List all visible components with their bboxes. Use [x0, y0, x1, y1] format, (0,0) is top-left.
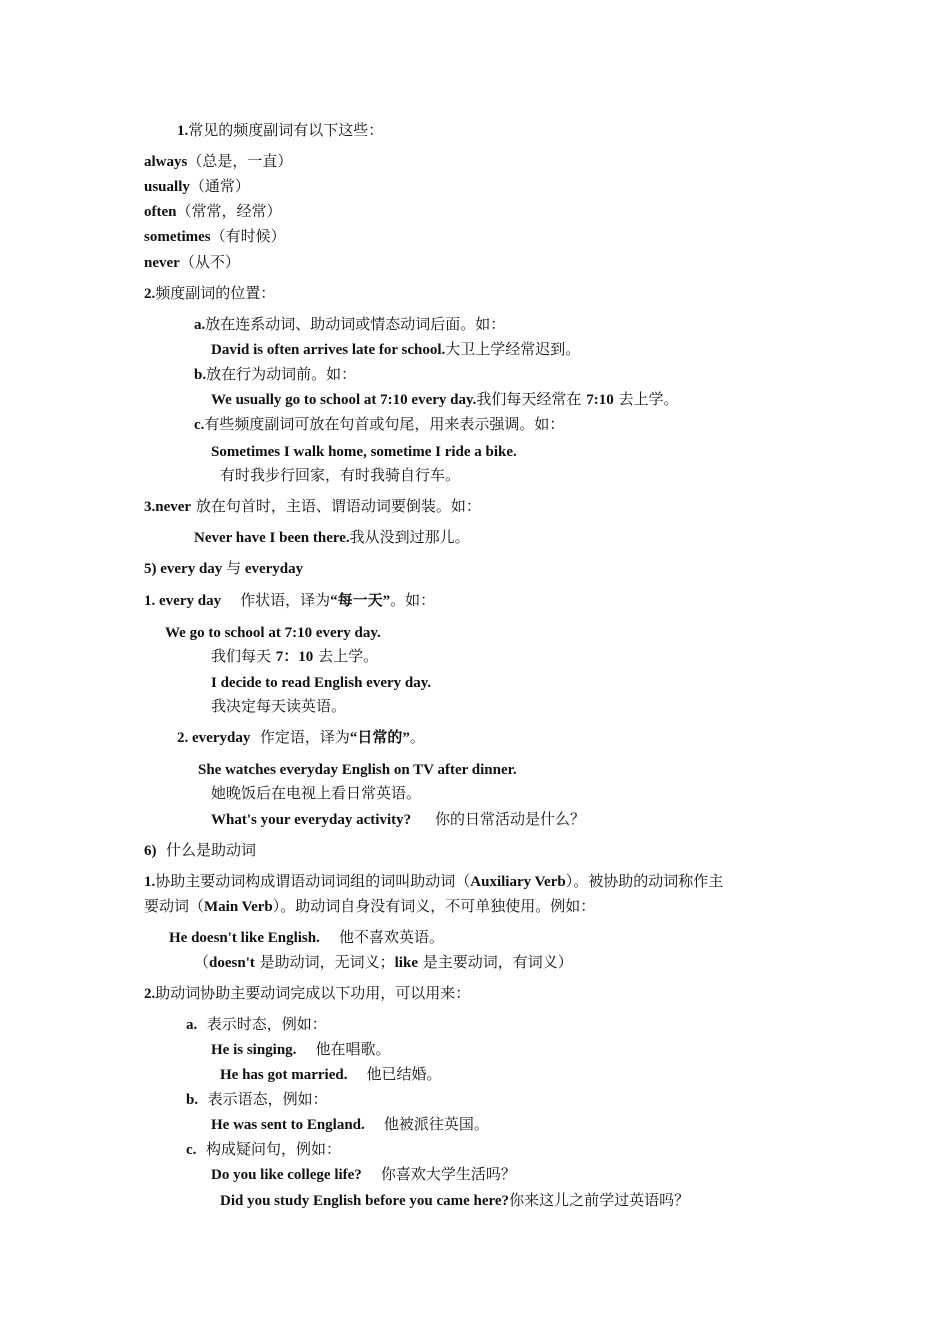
paragraph-term: Main Verb	[204, 899, 273, 915]
title-number: 6)	[144, 843, 157, 859]
section2-c-example-en	[211, 441, 517, 461]
adverb-word: often	[144, 204, 177, 220]
adverb-sometimes	[144, 226, 286, 246]
paragraph-text: ）。助动词自身没有词义，不可单独使用。例如：	[272, 897, 596, 915]
item-text: 放在连系动词、助动词或情态动词后面。如：	[205, 315, 506, 333]
note-text: 是助动词，无词义；	[254, 953, 395, 971]
example-english: Never have I been there.	[194, 530, 350, 546]
example-chinese: 你的日常活动是什么？	[411, 810, 585, 828]
example-chinese: 大卫上学经常迟到。	[445, 340, 581, 358]
item-label: 1. every day	[144, 593, 222, 609]
item-text: 作定语，译为	[250, 728, 350, 746]
section2-heading-number: 2.	[144, 286, 156, 302]
adverb-always	[144, 151, 292, 171]
section6-title	[144, 840, 256, 860]
section5-ex2-zh	[211, 696, 346, 716]
example-chinese: 有时我步行回家，有时我骑自行车。	[220, 466, 461, 484]
example-english: Did you study English before you came here?	[220, 1193, 510, 1209]
example-chinese: 他在唱歌。	[296, 1040, 391, 1058]
title-part: everyday	[241, 561, 304, 577]
example-english: We usually go to school at 7:10 every day.	[211, 392, 477, 408]
title-text: 什么是助动词	[156, 841, 257, 859]
item-letter: c.	[194, 417, 205, 433]
example-english: What's your everyday activity?	[211, 812, 412, 828]
example-english: She watches everyday English on TV after dinner.	[198, 762, 517, 778]
example-english: David is often arrives late for school.	[211, 342, 446, 358]
section2-c	[194, 414, 564, 434]
section6-note	[194, 952, 573, 972]
item-letter: a.	[186, 1017, 198, 1033]
section5-title	[144, 558, 303, 578]
example-chinese-end: 去上学。	[313, 647, 379, 665]
section3-heading-text: 放在句首时，主语、谓语动词要倒装。如：	[191, 497, 481, 515]
section6-c	[186, 1139, 341, 1159]
title-part: 5) every day	[144, 561, 227, 577]
example-chinese: 我从没到过那儿。	[349, 528, 470, 546]
item-text: 作状语，译为	[221, 591, 331, 609]
adverb-meaning: （总是，一直）	[187, 152, 293, 170]
paragraph-text: 协助主要动词构成谓语动词词组的词叫助动词（	[155, 872, 471, 890]
item-text: 放在行为动词前。如：	[206, 365, 357, 383]
section1-heading-text: 常见的频度副词有以下这些：	[188, 121, 384, 139]
section6-b	[186, 1089, 328, 1109]
adverb-usually	[144, 176, 250, 196]
section2-a-example	[211, 339, 580, 359]
example-english: He doesn't like English.	[169, 930, 320, 946]
adverb-meaning: （从不）	[179, 253, 240, 271]
section6-p1-line1	[144, 871, 723, 891]
note-text: 是主要动词，有词义）	[417, 953, 573, 971]
section3-heading-number: 3.never	[144, 499, 192, 515]
section2-b-example	[211, 389, 678, 409]
section5-ex1-zh	[211, 646, 378, 666]
section5-ex3-zh	[211, 783, 421, 803]
section6-p1-line2	[144, 896, 595, 916]
example-english: He is singing.	[211, 1042, 297, 1058]
example-english: We go to school at 7:10 every day.	[165, 625, 381, 641]
paragraph-text: ）。被协助的动词称作主	[565, 872, 724, 890]
adverb-meaning: （通常）	[189, 177, 250, 195]
section3-example	[194, 527, 470, 547]
section6-b-ex1	[211, 1114, 489, 1134]
note-term: doesn't	[209, 955, 255, 971]
section2-c-example-zh	[220, 465, 460, 485]
item-text: 构成疑问句，例如：	[196, 1140, 341, 1158]
example-chinese: 她晚饭后在电视上看日常英语。	[211, 784, 422, 802]
section6-a-ex1	[211, 1039, 391, 1059]
example-english: Sometimes I walk home, sometime I ride a bike.	[211, 444, 517, 460]
example-chinese-end: 去上学。	[613, 390, 679, 408]
paragraph-number: 1.	[144, 874, 156, 890]
example-english: He has got married.	[220, 1067, 348, 1083]
adverb-meaning: （有时候）	[210, 227, 286, 245]
item-letter: c.	[186, 1142, 197, 1158]
adverb-meaning: （常常，经常）	[176, 202, 282, 220]
item-letter: a.	[194, 317, 206, 333]
section5-ex4	[211, 809, 585, 829]
adverb-word: usually	[144, 179, 190, 195]
example-chinese: 他不喜欢英语。	[319, 928, 444, 946]
paragraph-term: Auxiliary Verb	[470, 874, 566, 890]
section2-a	[194, 314, 505, 334]
adverb-word: sometimes	[144, 229, 211, 245]
item-text-end: 。	[409, 728, 425, 746]
section6-a-ex2	[220, 1064, 442, 1084]
example-chinese: 我决定每天读英语。	[211, 697, 347, 715]
adverb-never	[144, 252, 240, 272]
section5-item1	[144, 590, 435, 610]
paragraph-text: 要动词（	[144, 897, 205, 915]
example-english: He was sent to England.	[211, 1117, 365, 1133]
note-term: like	[394, 955, 418, 971]
example-chinese: 你喜欢大学生活吗？	[361, 1165, 516, 1183]
adverb-word: never	[144, 255, 180, 271]
example-chinese: 他被派往英国。	[364, 1115, 489, 1133]
example-chinese: 你来这儿之前学过英语吗？	[509, 1191, 690, 1209]
example-english: I decide to read English every day.	[211, 675, 432, 691]
section5-ex1-en	[165, 622, 381, 642]
example-time: 7:10	[586, 392, 614, 408]
item-text: 表示语态，例如：	[198, 1090, 328, 1108]
section1-heading-number: 1.	[177, 123, 189, 139]
section6-a	[186, 1014, 327, 1034]
item-letter: b.	[194, 367, 207, 383]
section6-c-ex1	[211, 1164, 516, 1184]
note-text: （	[194, 953, 210, 971]
section5-item2	[177, 727, 425, 747]
section2-heading	[144, 283, 275, 303]
paragraph-number: 2.	[144, 986, 156, 1002]
section6-c-ex2	[220, 1190, 689, 1210]
section6-p2	[144, 983, 470, 1003]
example-english: Do you like college life?	[211, 1167, 362, 1183]
item-letter: b.	[186, 1092, 199, 1108]
item-label: 2. everyday	[177, 730, 251, 746]
item-text: 有些频度副词可放在句首或句尾，用来表示强调。如：	[204, 415, 565, 433]
example-time: 7：10	[275, 649, 314, 665]
section2-b	[194, 364, 356, 384]
title-part: 与	[226, 559, 242, 577]
example-chinese: 我们每天	[211, 647, 276, 665]
adverb-word: always	[144, 154, 188, 170]
example-chinese: 我们每天经常在	[476, 390, 587, 408]
item-quote: “每一天”	[330, 593, 391, 609]
section1-heading	[177, 120, 383, 140]
section2-heading-text: 频度副词的位置：	[155, 284, 276, 302]
section6-example	[169, 927, 444, 947]
item-text-end: 。如：	[390, 591, 436, 609]
section5-ex3-en	[198, 759, 517, 779]
item-text: 表示时态，例如：	[197, 1015, 327, 1033]
adverb-often	[144, 201, 282, 221]
section5-ex2-en	[211, 672, 431, 692]
paragraph-text: 助动词协助主要动词完成以下功用，可以用来：	[155, 984, 471, 1002]
item-quote: “日常的”	[349, 730, 410, 746]
example-chinese: 他已结婚。	[347, 1065, 442, 1083]
section3-heading	[144, 496, 481, 516]
